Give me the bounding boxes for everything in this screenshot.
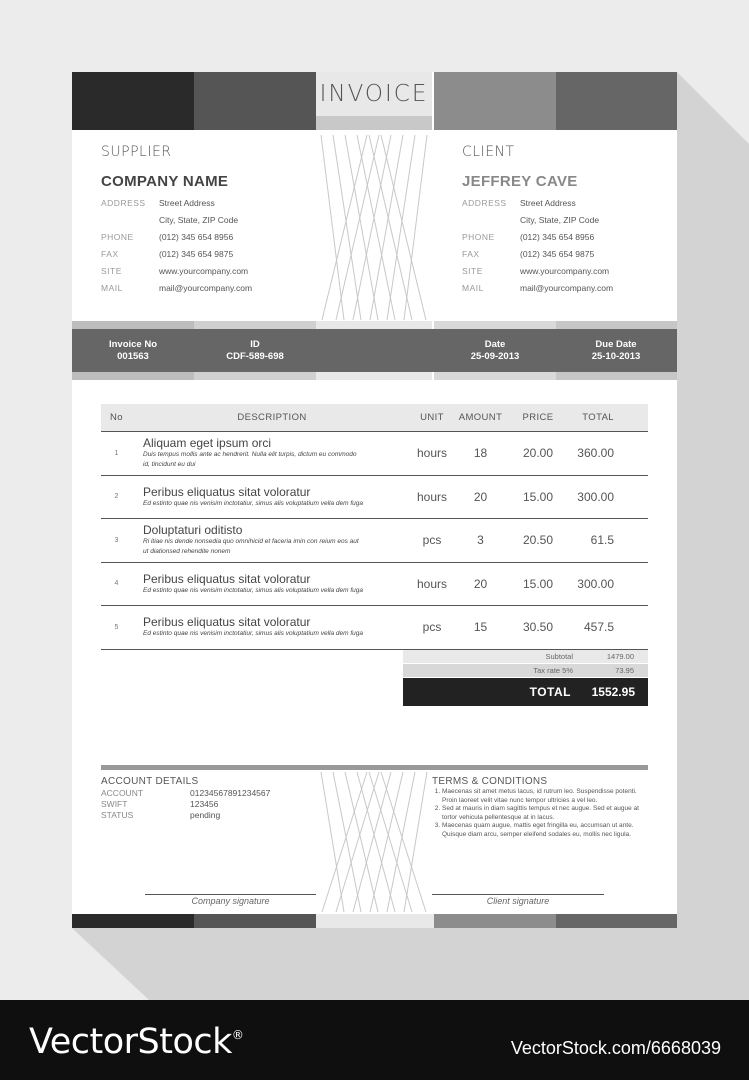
footer-block-5 bbox=[556, 914, 677, 928]
client-row: City, State, ZIP Code bbox=[520, 214, 600, 225]
account-details bbox=[101, 776, 321, 820]
strip-bot-1 bbox=[72, 372, 194, 380]
stock-id: VectorStock.com/6668039 bbox=[510, 1038, 721, 1058]
strip-top-3 bbox=[316, 321, 432, 329]
account-row: STATUS pending bbox=[101, 809, 221, 820]
invoice-paper bbox=[72, 72, 677, 928]
strip-bot-5 bbox=[556, 372, 677, 380]
client-heading: CLIENT bbox=[462, 144, 515, 160]
header-block-3 bbox=[434, 72, 556, 130]
footer-block-2 bbox=[194, 914, 316, 928]
table-row: 1 Aliquam eget ipsum orci Duis tempus mollis ante ac hendrerit. Nulla elit turpis, dictum eu commodo id, tincidunt eu dui hours 18 20.00 360.00 bbox=[101, 432, 648, 476]
invoice-date: Date 25-09-2013 bbox=[470, 339, 520, 362]
account-row: ACCOUNT 01234567891234567 bbox=[101, 787, 271, 798]
supplier-row: City, State, ZIP Code bbox=[159, 214, 239, 225]
table-row: 3 Doluptaturi oditisto Ri itiae nis dende nonsedia quo omnihicid et faceria imin con reium eos aut ut diationsed rehendite nonem pcs 3 20.50 61.5 bbox=[101, 519, 648, 563]
header-block-2 bbox=[194, 72, 316, 130]
client-row: SITE www.yourcompany.com bbox=[462, 265, 610, 276]
client-name: JEFFREY CAVE bbox=[462, 173, 578, 190]
company-signature-line bbox=[145, 894, 316, 895]
supplier-row: ADDRESS Street Address bbox=[101, 197, 215, 208]
table-row: 5 Peribus eliquatus sitat voloratur Ed estinto quae nis venisim inctotatiur, simus alis voluptatium vella dem fuga pcs 15 30.50 457.5 bbox=[101, 606, 648, 650]
strip-top-2 bbox=[194, 321, 316, 329]
supplier-heading: SUPPLIER bbox=[101, 144, 172, 160]
invoice-no: Invoice No 001563 bbox=[108, 339, 158, 362]
footer-block-1 bbox=[72, 914, 194, 928]
grand-total: TOTAL 1552.95 bbox=[403, 678, 648, 706]
items-table bbox=[101, 404, 648, 650]
supplier-row: FAX (012) 345 654 9875 bbox=[101, 248, 234, 259]
decorative-lines-bottom bbox=[316, 770, 432, 914]
title-underline bbox=[316, 116, 432, 130]
client-row: ADDRESS Street Address bbox=[462, 197, 576, 208]
terms-heading: TERMS & CONDITIONS bbox=[432, 776, 548, 787]
client-signature-label: Client signature bbox=[486, 896, 550, 906]
supplier-row: MAIL mail@yourcompany.com bbox=[101, 282, 253, 293]
supplier-section bbox=[101, 144, 301, 292]
strip-bot-4 bbox=[434, 372, 556, 380]
tax-row: Tax rate 5% 73.95 bbox=[403, 664, 648, 677]
supplier-row: SITE www.yourcompany.com bbox=[101, 265, 249, 276]
header-block-4 bbox=[556, 72, 677, 130]
terms-item: 3. Maecenas quam augue, mattis eget fringilla eu, accumsan ut ante. Quisque diam arcu, semper eleifend sodales eu, mollis nec ligula. bbox=[442, 822, 650, 839]
strip-bot-3 bbox=[316, 372, 432, 380]
account-row: SWIFT 123456 bbox=[101, 798, 219, 809]
invoice-id: ID CDF-589-698 bbox=[226, 339, 284, 362]
supplier-row: PHONE (012) 345 654 8956 bbox=[101, 231, 234, 242]
invoice-meta-bar bbox=[72, 329, 677, 372]
strip-top-1 bbox=[72, 321, 194, 329]
supplier-name: COMPANY NAME bbox=[101, 173, 229, 190]
client-row: FAX (012) 345 654 9875 bbox=[462, 248, 595, 259]
footer-block-3 bbox=[316, 914, 434, 928]
header-block-1 bbox=[72, 72, 194, 130]
strip-bot-2 bbox=[194, 372, 316, 380]
strip-top-4 bbox=[434, 321, 556, 329]
invoice-due-date: Due Date 25-10-2013 bbox=[591, 339, 641, 362]
client-row: PHONE (012) 345 654 8956 bbox=[462, 231, 595, 242]
table-header: No DESCRIPTION UNIT AMOUNT PRICE TOTAL bbox=[101, 404, 648, 432]
client-row: MAIL mail@yourcompany.com bbox=[462, 282, 614, 293]
client-signature-line bbox=[432, 894, 604, 895]
client-section bbox=[462, 144, 662, 292]
watermark-banner bbox=[0, 1000, 749, 1080]
strip-top-5 bbox=[556, 321, 677, 329]
table-row: 2 Peribus eliquatus sitat voloratur Ed estinto quae nis venisim inctotatiur, simus alis voluptatium vella dem fuga hours 20 15.00 300.00 bbox=[101, 476, 648, 520]
footer-block-4 bbox=[434, 914, 556, 928]
subtotal-row: Subtotal 1479.00 bbox=[403, 650, 648, 663]
decorative-lines-top bbox=[316, 130, 432, 322]
table-row: 4 Peribus eliquatus sitat voloratur Ed estinto quae nis venisim inctotatiur, simus alis voluptatium vella dem fuga hours 20 15.00 300.00 bbox=[101, 563, 648, 607]
account-heading: ACCOUNT DETAILS bbox=[101, 776, 199, 787]
vectorstock-logo: VectorStock® bbox=[29, 1022, 244, 1062]
invoice-title: INVOICE bbox=[316, 72, 432, 116]
terms-conditions bbox=[432, 776, 650, 839]
company-signature-label: Company signature bbox=[191, 896, 270, 906]
terms-item: 2. Sed at mauris in diam sagittis tempus et nec augue. Sed et augue at tortor vehicula pellentesque at in lacus. bbox=[442, 805, 650, 822]
terms-item: 1. Maecenas sit amet metus lacus, id rutrum leo. Suspendisse potenti. Proin laoreet velit vitae nunc tempor ultricies a vel leo. bbox=[442, 788, 650, 805]
